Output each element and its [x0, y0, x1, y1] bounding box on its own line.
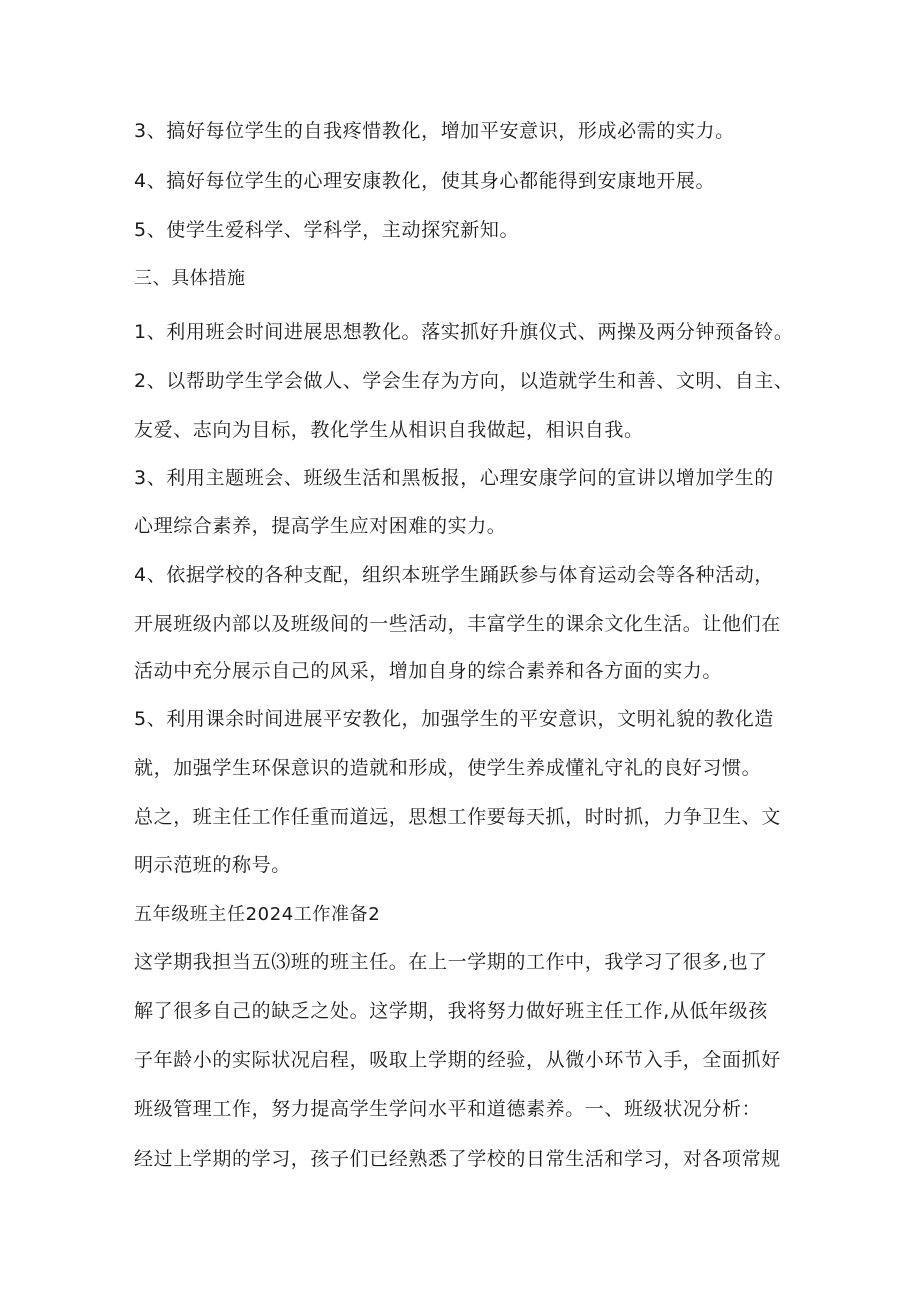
text-line: 3、搞好每位学生的自我疼惜教化，增加平安意识，形成必需的实力。 — [134, 120, 735, 142]
text-line: 4、依据学校的各种支配，组织本班学生踊跃参与体育运动会等各种活动， — [134, 564, 774, 586]
text-line: 1、利用班会时间进展思想教化。落实抓好升旗仪式、两操及两分钟预备铃。 — [134, 321, 794, 343]
text-line: 2、以帮助学生学会做人、学会生存为方向，以造就学生和善、文明、自主、 — [134, 370, 794, 392]
text-line: 明示范班的称号。 — [134, 854, 291, 876]
text-line: 心理综合素养，提高学生应对困难的实力。 — [134, 515, 507, 537]
text-line: 班级管理工作，努力提高学生学问水平和道德素养。一、班级状况分析： — [134, 1098, 762, 1120]
text-line: 子年龄小的实际状况启程，吸取上学期的经验，从微小环节入手，全面抓好 — [134, 1049, 781, 1071]
text-line: 就，加强学生环保意识的造就和形成，使学生养成懂礼守礼的良好习惯。 — [134, 757, 762, 779]
text-line: 活动中充分展示自己的风采，增加自身的综合素养和各方面的实力。 — [134, 660, 723, 682]
text-line: 4、搞好每位学生的心理安康教化，使其身心都能得到安康地开展。 — [134, 170, 716, 192]
text-line: 经过上学期的学习，孩子们已经熟悉了学校的日常生活和学习，对各项常规 — [134, 1148, 781, 1170]
text-line: 总之，班主任工作任重而道远，思想工作要每天抓，时时抓，力争卫生、文 — [134, 806, 781, 828]
text-line: 友爱、志向为目标，教化学生从相识自我做起，相识自我。 — [134, 419, 644, 441]
text-line: 解了很多自己的缺乏之处。这学期，我将努力做好班主任工作,从低年级孩 — [134, 1000, 768, 1022]
text-line: 3、利用主题班会、班级生活和黑板报，心理安康学问的宣讲以增加学生的 — [134, 467, 774, 489]
text-line: 5、利用课余时间进展平安教化，加强学生的平安意识，文明礼貌的教化造 — [134, 708, 774, 730]
text-line: 5、使学生爱科学、学科学，主动探究新知。 — [134, 219, 520, 241]
text-line: 这学期我担当五⑶班的班主任。在上一学期的工作中，我学习了很多,也了 — [134, 951, 768, 973]
text-line: 开展班级内部以及班级间的一些活动，丰富学生的课余文化生活。让他们在 — [134, 613, 781, 635]
section-heading: 五年级班主任2024工作准备2 — [134, 904, 381, 925]
section-heading: 三、具体措施 — [134, 268, 246, 289]
